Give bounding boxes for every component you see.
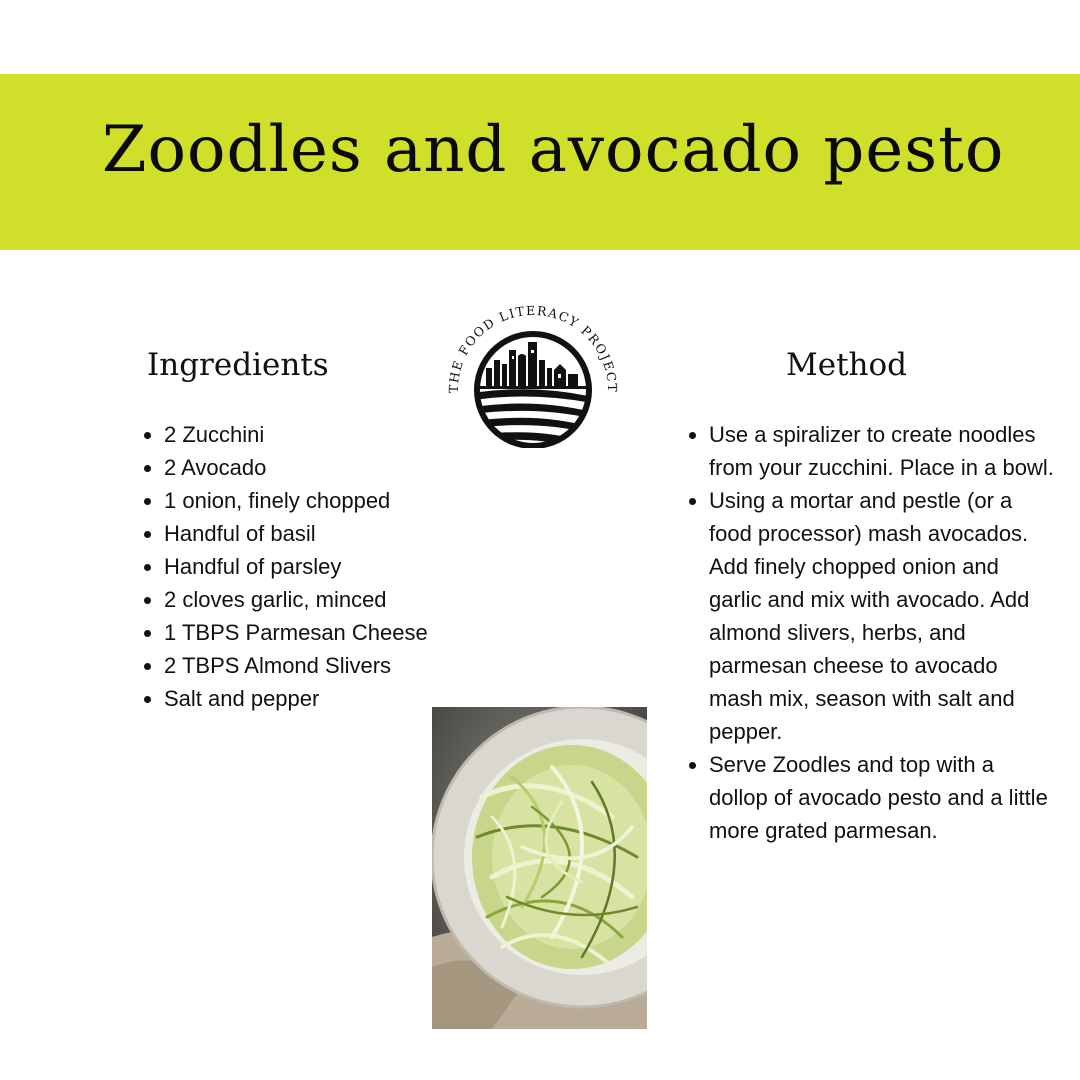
ingredients-heading: Ingredients: [147, 347, 329, 383]
list-item: • 1 onion, finely chopped: [164, 484, 464, 517]
list-item: • Salt and pepper: [164, 682, 464, 715]
method-list: [683, 418, 1054, 847]
page-title: Zoodles and avocado pesto: [102, 113, 1005, 187]
method-step: • Serve Zoodles and top with a dollop of avocado pesto and a little more grated parmesan.: [709, 748, 1054, 847]
list-item: • 2 cloves garlic, minced: [164, 583, 464, 616]
list-item: • 1 TBPS Parmesan Cheese: [164, 616, 464, 649]
zoodles-photo: [432, 707, 647, 1029]
ingredients-list: [138, 418, 464, 715]
method-step: • Use a spiralizer to create noodles from your zucchini. Place in a bowl.: [709, 418, 1054, 484]
method-step: • Using a mortar and pestle (or a food processor) mash avocados. Add finely chopped onion and garlic and mix with avocado. Add almond slivers, herbs, and parmesan cheese to avocado mash mix, season with salt and pepper.: [709, 484, 1054, 748]
svg-text:THE FOOD LITERACY PROJECT: THE FOOD LITERACY PROJECT: [446, 302, 620, 394]
list-item: • 2 Avocado: [164, 451, 464, 484]
list-item: • Handful of basil: [164, 517, 464, 550]
list-item: • 2 TBPS Almond Slivers: [164, 649, 464, 682]
zucchini-noodles-plate-image: [432, 707, 647, 1029]
list-item: • 2 Zucchini: [164, 418, 464, 451]
list-item: • Handful of parsley: [164, 550, 464, 583]
method-heading: Method: [786, 347, 908, 383]
farm-skyline-icon: [446, 298, 620, 448]
food-literacy-project-logo: [446, 298, 620, 448]
